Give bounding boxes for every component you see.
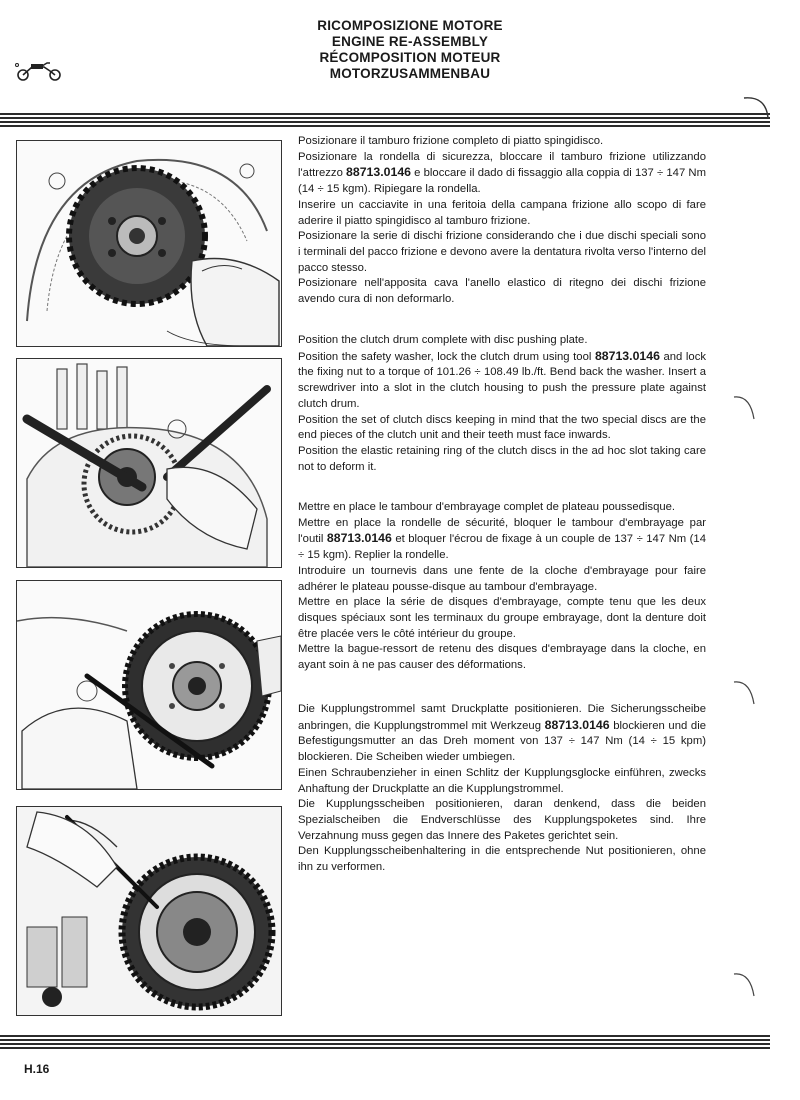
- paragraph: Mettre en place la rondelle de sécurité, bloquer le tambour d'embrayage par l'outil 88713.0146 et bloquer l'écrou de fixage à un couple de 137 ÷ 147 Nm (14 ÷ 15 kgm). Replier la rondelle.: [298, 516, 706, 562]
- locking-tool-illustration: [16, 358, 282, 568]
- paragraph: Inserire un cacciavite in una feritoia della campana frizione allo scopo di fare aderire il piatto spingidisco al tamburo frizione.: [298, 198, 706, 227]
- paragraph: Mettre en place la série de disques d'embrayage, compte tenu que les deux disques spéciaux sont les terminaux du groupe embrayage, dont la denture doit être placée vers le côté intérieur du groupe.: [298, 596, 706, 640]
- paragraph: Den Kupplungsscheibenhaltering in die entsprechende Nut positionieren, ohne ihn zu verformen.: [298, 845, 706, 874]
- paragraph: Introduire un tournevis dans une fente de la cloche d'embrayage pour faire adhérer le plateau pousse-disque au tambour d'embrayage.: [298, 564, 706, 593]
- title-french: RÉCOMPOSITION MOTEUR: [319, 50, 501, 65]
- title-italian: RICOMPOSIZIONE MOTORE: [317, 18, 503, 33]
- french-instructions: [298, 500, 706, 674]
- paragraph: Einen Schraubenzieher in einen Schlitz der Kupplungsglocke einführen, zwecks Anhaftung der Druckplatte an die Kupplungstrommel.: [298, 766, 706, 795]
- footer-rule: [0, 1035, 770, 1051]
- tool-code: 88713.0146: [544, 717, 610, 732]
- paragraph: Die Kupplungstrommel samt Druckplatte positionieren. Die Sicherungsscheibe anbringen, die Kupplungstrommel mit Werkzeug 88713.0146 blockieren und die Befestigungsmutter an das Dreh moment von 137 ÷ 147 Nm (14 ÷ 15 kpm) blockieren. Die Scheiben wieder umbiegen.: [298, 703, 706, 764]
- paragraph: Position the safety washer, lock the clutch drum using tool 88713.0146 and lock the fixing nut to a torque of 101.26 ÷ 108.49 lb./ft. Bend back the washer. Insert a screwdriver into a slot in the clutch housing to push the pressure plate against clutch drum.: [298, 348, 707, 410]
- german-instructions: [298, 702, 706, 876]
- tool-code: 88713.0146: [326, 531, 392, 546]
- header-rule: [0, 113, 770, 129]
- paragraph: Mettre en place le tambour d'embrayage complet de plateau poussedisque.: [298, 501, 676, 513]
- title-german: MOTORZUSAMMENBAU: [329, 66, 491, 81]
- paragraph: Posizionare la rondella di sicurezza, bloccare il tamburo frizione utilizzando l'attrezzo 88713.0146 e bloccare il dado di fissaggio alla coppia di 137 ÷ 147 Nm (14 ÷ 15 kgm). Ripiegare la rondella.: [298, 150, 706, 196]
- tool-code: 88713.0146: [594, 348, 660, 363]
- edge-rule: [746, 113, 764, 125]
- page-number: H.16: [24, 1062, 50, 1076]
- paragraph: Posizionare la serie di dischi frizione considerando che i due dischi speciali sono i terminali del pacco frizione e devono avere la dentatura rivolta verso l'interno del pacco stesso.: [298, 230, 706, 274]
- retaining-ring-illustration: [16, 806, 282, 1016]
- title-english: ENGINE RE-ASSEMBLY: [331, 34, 489, 49]
- paragraph: Die Kupplungsscheiben positionieren, daran denkend, dass die beiden Spezialscheiben die Endverschlüsse des Kupplungspoketes sind. Ihre Verzahnung muss gegen das Innere des Paketes gerichtet sein.: [298, 798, 706, 842]
- paragraph: Position the clutch drum complete with disc pushing plate.: [298, 334, 588, 346]
- paragraph: Posizionare nell'apposita cava l'anello elastico di ritegno dei dischi frizione avendo cura di non deformarlo.: [298, 277, 706, 306]
- page-title-block: [260, 18, 560, 82]
- paragraph: Position the elastic retaining ring of the clutch discs in the ad hoc slot taking care not to deform it.: [298, 444, 706, 473]
- paragraph: Mettre la bague-ressort de retenu des disques d'embrayage dans la cloche, en ayant soin à ne pas causer des déformations.: [298, 643, 706, 672]
- italian-instructions: [298, 134, 706, 308]
- motorcycle-icon: [14, 60, 64, 87]
- english-instructions: [298, 333, 706, 475]
- page-edge-arc: [732, 970, 756, 1003]
- tool-code: 88713.0146: [346, 165, 411, 180]
- clutch-plates-illustration: [16, 580, 282, 790]
- paragraph: Position the set of clutch discs keeping in mind that the two special discs are the end pieces of the clutch unit and their teeth must face inwards.: [298, 413, 706, 442]
- paragraph: Posizionare il tamburo frizione completo di piatto spingidisco.: [298, 135, 604, 147]
- page-edge-arc: [732, 678, 756, 711]
- clutch-drum-illustration: [16, 140, 282, 347]
- page-edge-arc: [732, 393, 756, 426]
